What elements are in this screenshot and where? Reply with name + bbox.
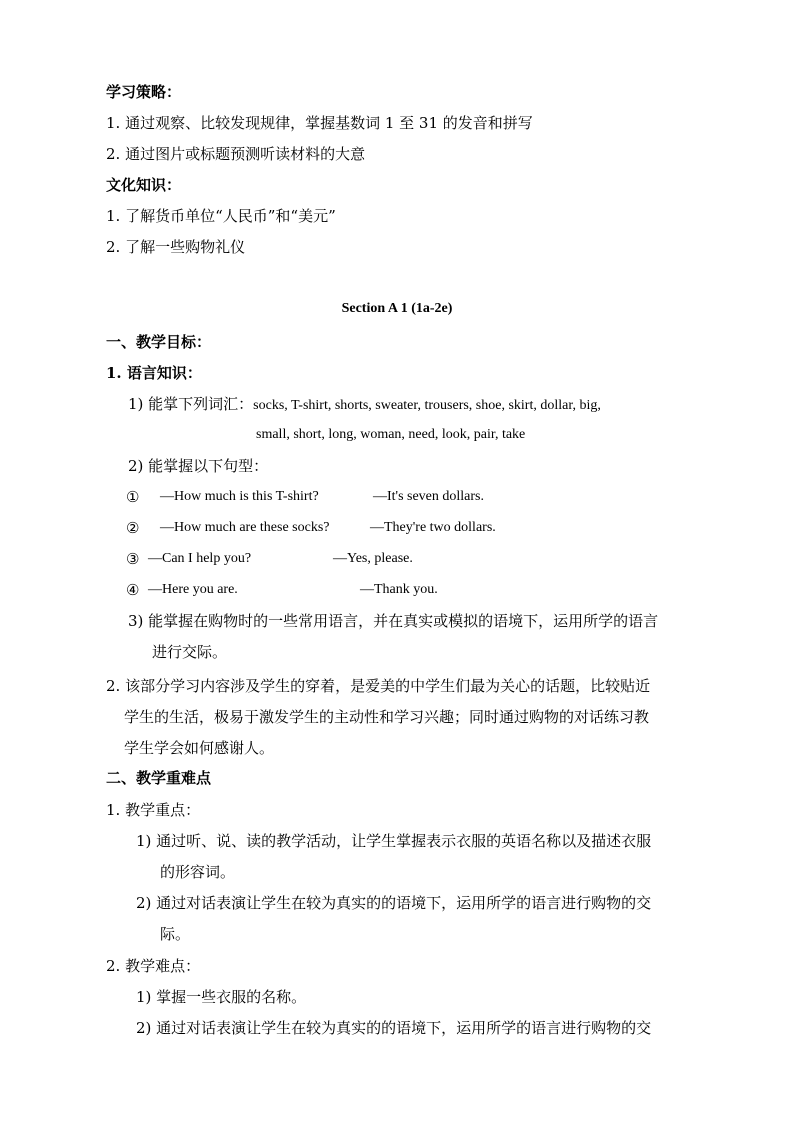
hard-points-heading: 2. 教学难点： [106, 957, 201, 975]
key-point-2-line-1: 2) 通过对话表演让学生在较为真实的的语境下，运用所学的语言进行购物的交 [136, 894, 652, 912]
language-knowledge-heading: 1. 语言知识： [106, 364, 202, 382]
sentence-a-4: —Thank you. [360, 582, 438, 597]
sentence-q-3: —Can I help you? [148, 551, 252, 566]
difficulty-heading: 二、教学重难点 [106, 769, 212, 787]
item3-line-1: 3) 能掌握在购物时的一些常用语言，并在真实或模拟的语境下，运用所学的语言 [128, 612, 659, 630]
paragraph-2-line-1: 2. 该部分学习内容涉及学生的穿着，是爱美的中学生们最为关心的话题，比较贴近 [106, 677, 651, 695]
sentence-num-1: ① [126, 488, 140, 506]
culture-item-2: 2. 了解一些购物礼仪 [106, 238, 246, 256]
hard-point-1: 1) 掌握一些衣服的名称。 [136, 988, 307, 1006]
section-title: Section A 1 (1a-2e) [341, 301, 453, 316]
strategy-heading: 学习策略： [106, 83, 182, 101]
sentence-a-3: —Yes, please. [333, 551, 413, 566]
paragraph-2-line-2: 学生的生活，极易于激发学生的主动性和学习兴趣；同时通过购物的对话练习教 [124, 708, 650, 726]
culture-item-1: 1. 了解货币单位“人民币”和“美元” [106, 207, 336, 225]
hard-point-2: 2) 通过对话表演让学生在较为真实的的语境下，运用所学的语言进行购物的交 [136, 1019, 652, 1037]
key-point-1-line-2: 的形容词。 [160, 863, 236, 881]
vocab-line-2: small, short, long, woman, need, look, pair, take [256, 427, 526, 442]
key-point-2-line-2: 际。 [160, 925, 191, 943]
strategy-item-1: 1. 通过观察、比较发现规律，掌握基数词 1 至 31 的发音和拼写 [106, 114, 533, 132]
vocab-prefix: 1) 能掌下列词汇： [128, 395, 254, 413]
key-points-heading: 1. 教学重点： [106, 801, 201, 819]
sentence-num-3: ③ [126, 550, 140, 568]
vocab-list-1: socks, T-shirt, shorts, sweater, trousers, shoe, skirt, dollar, big, [253, 398, 601, 413]
vocab-line-1 [128, 394, 601, 416]
strategy-item-2: 2. 通过图片或标题预测听读材料的大意 [106, 145, 366, 163]
sentence-q-4: —Here you are. [148, 582, 238, 597]
sentence-num-4: ④ [126, 581, 140, 599]
sentence-q-1: —How much is this T-shirt? [160, 489, 319, 504]
sentence-intro: 2) 能掌握以下句型： [128, 457, 269, 475]
key-point-1-line-1: 1) 通过听、说、读的教学活动，让学生掌握表示衣服的英语名称以及描述衣服 [136, 832, 652, 850]
goals-heading: 一、教学目标： [106, 333, 212, 351]
culture-heading: 文化知识： [106, 176, 182, 194]
sentence-num-2: ② [126, 519, 140, 537]
item3-line-2: 进行交际。 [152, 643, 228, 661]
sentence-a-2: —They're two dollars. [370, 520, 496, 535]
sentence-a-1: —It's seven dollars. [373, 489, 485, 504]
paragraph-2-line-3: 学生学会如何感谢人。 [124, 739, 275, 757]
sentence-q-2: —How much are these socks? [160, 520, 330, 535]
